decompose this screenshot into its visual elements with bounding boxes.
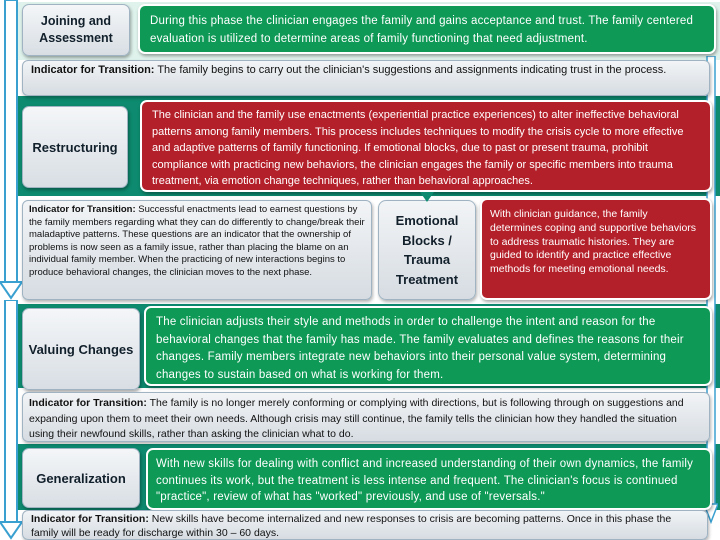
phase-restructuring xyxy=(22,106,128,188)
indicator-valuing xyxy=(22,392,710,442)
indicator-generalization-text: New skills have become internalized and new responses to crisis are becoming patterns. Once in this phase the family will be ready for discharge within 30 – 60 days. xyxy=(31,513,672,539)
phase-emotional-blocks-label: Emotional Blocks / Trauma Treatment xyxy=(395,213,459,287)
indicator-joining xyxy=(22,60,710,96)
description-valuing xyxy=(144,306,712,386)
indicator-valuing-text: The family is no longer merely conforming or complying with directions, but is following through on suggestions and expanding upon them to meet their own needs. Although crisis may still continue, the family tells the clinician how they handled the situation using their newfound skills, rather than asking the clinician what to do. xyxy=(29,397,684,440)
connector-arrow-icon xyxy=(420,188,434,202)
phase-joining-and-assessment xyxy=(22,4,130,56)
indicator-generalization xyxy=(22,510,708,540)
phase-valuing-label: Valuing Changes xyxy=(28,341,134,357)
phase-generalization xyxy=(22,448,140,508)
description-joining-text: During this phase the clinician engages the family and gains acceptance and trust. The family centered evaluation is utilized to determine areas of family functioning that need adjustment. xyxy=(150,15,694,45)
indicator-restructuring-text: Successful enactments lead to earnest questions by the family members regarding what they can do differently to change/break their maladaptive patterns. These questions are an indicator that the ownership of problems is now seen as a family issue, rather than placing the blame on an individual family member. When the practicing of new interactions begins to produce behavioral changes, the clinician moves to the next phase. xyxy=(29,204,365,278)
flow-down-arrow-icon xyxy=(0,0,22,300)
indicator-joining-text: The family begins to carry out the clinician's suggestions and assignments indicating trust in the process. xyxy=(157,64,667,76)
description-generalization-text: With new skills for dealing with conflict and increased understanding of their own dynamics, the family continues its work, but the treatment is less intense and frequent. The clinician's focus is continued "practice", review of what has "worked" previously, and use of "reversals." xyxy=(156,458,694,503)
description-restructuring-text: The clinician and the family use enactments (experiential practice experiences) to alter ineffective behavioral patterns among family members. This process includes techniques to modify the crisis cycle to more effective and adaptive patterns of family functioning. If emotional blocks, due to past or present trauma, prohibit compliance with practicing new behaviors, the clinician engages the family or specific members into trauma treatment, via emotion change techniques, rather than behavioral approaches. xyxy=(152,109,684,187)
flow-down-arrow-lower-icon xyxy=(0,300,22,540)
description-generalization xyxy=(146,448,712,510)
description-emotional-blocks-text: With clinician guidance, the family determines coping and supportive behaviors to address traumatic histories. They are guided to identify and practice effective methods for meeting emotional needs. xyxy=(490,208,697,276)
description-emotional-blocks xyxy=(480,198,712,300)
phase-joining-label: Joining and Assessment xyxy=(39,14,113,45)
indicator-restructuring xyxy=(22,200,372,300)
description-joining xyxy=(138,4,716,54)
phase-restructuring-label: Restructuring xyxy=(32,139,118,155)
indicator-label: Indicator for Transition: xyxy=(29,204,136,215)
indicator-label: Indicator for Transition: xyxy=(31,513,149,525)
phase-valuing-changes xyxy=(22,308,140,390)
phase-emotional-blocks-trauma-treatment xyxy=(378,200,476,300)
indicator-label: Indicator for Transition: xyxy=(29,397,147,409)
description-restructuring xyxy=(140,100,712,192)
description-valuing-text: The clinician adjusts their style and methods in order to challenge the intent and reason for the behavioral changes that the family has made. The family evaluates and defines the reasons for their changes. Family members integrate new behaviors into their personal value system, determining changes to sustain based on what is working for them. xyxy=(156,316,684,381)
indicator-label: Indicator for Transition: xyxy=(31,64,155,76)
phase-generalization-label: Generalization xyxy=(36,470,126,486)
